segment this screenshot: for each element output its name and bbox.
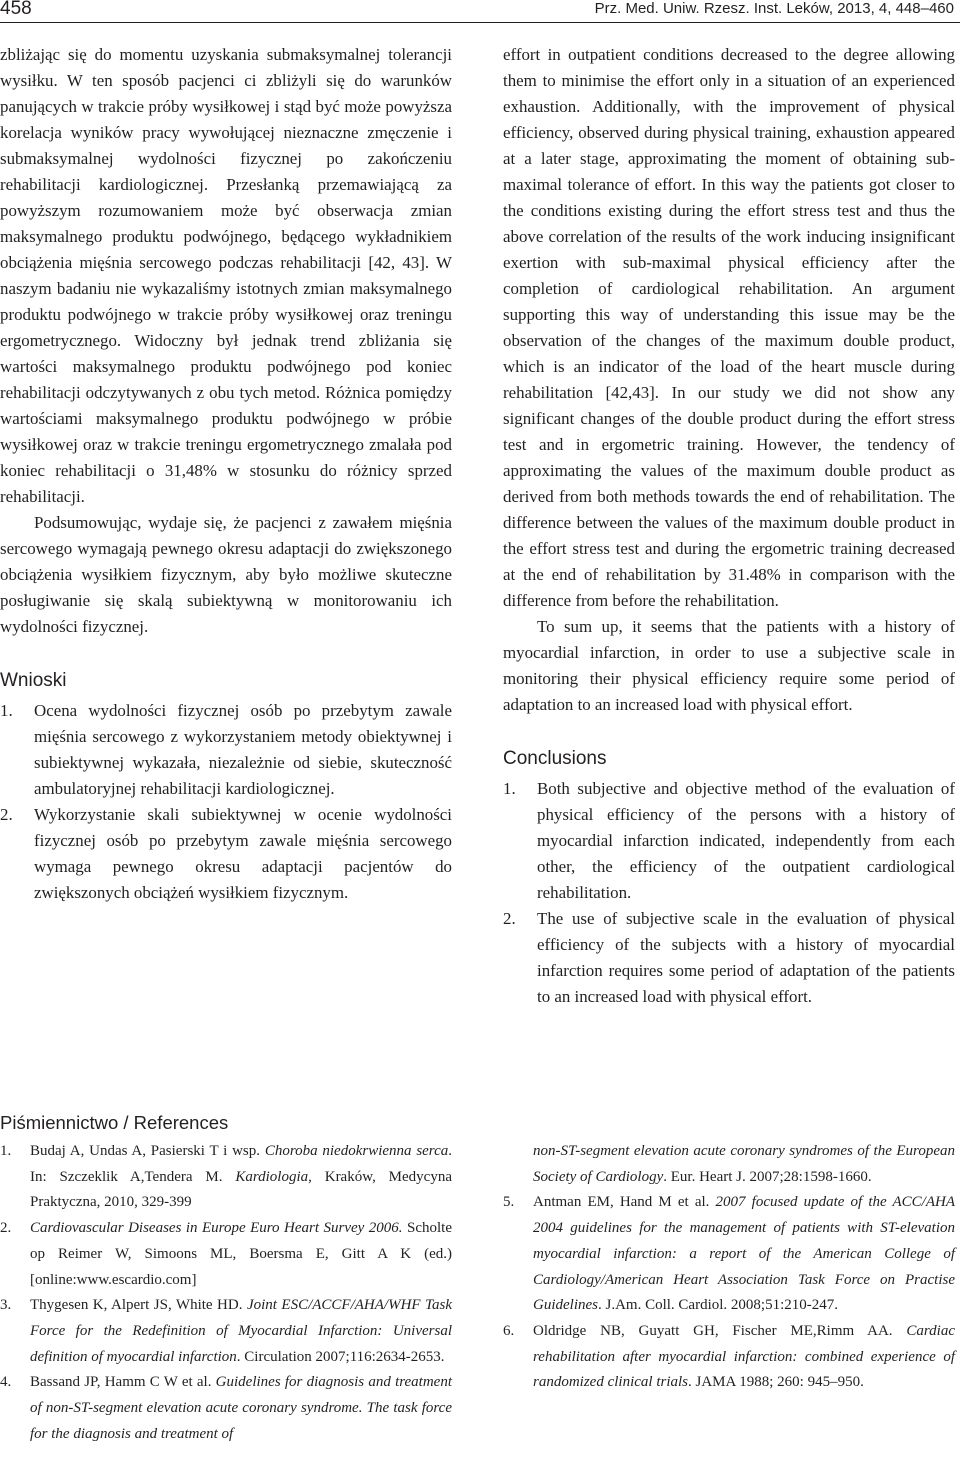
reference-item [503,1319,955,1396]
reference-source: . Eur. Heart J. 2007;28:1598-1660. [663,1168,872,1185]
list-item-number: 1. [0,701,13,720]
reference-source: , Kraków, Medycyna Praktyczna, 2010, 329-399 [30,1168,452,1211]
list-item [0,802,452,906]
reference-number: 6. [503,1322,515,1339]
reference-item [0,1139,452,1216]
reference-source: . J.Am. Coll. Cardiol. 2008;51:210-247. [598,1297,838,1314]
reference-source: . Circulation 2007;116:2634-2653. [236,1348,445,1365]
reference-item-continued [503,1139,955,1190]
references-heading: Piśmiennictwo / References [0,1112,229,1133]
list-item-text: Ocena wydolności fizycznej osób po przebytym zawale mięśnia sercowego z wykorzystaniem metody obiektywnej i subiektywnej wykazała, niezależnie od siebie, skuteczność ambulatoryjnej rehabilitacji kardiologicznej. [34,701,452,798]
reference-title: Cardiovascular Diseases in Europe Euro Heart Survey 2006. [30,1220,403,1237]
reference-authors: Antman EM, Hand M et al. [533,1194,716,1211]
reference-source: . JAMA 1988; 260: 945–950. [688,1374,864,1391]
summary-paragraph-pl: Podsumowując, wydaje się, że pacjenci z zawałem mięśnia sercowego wymagają pewnego okresu adaptacji do zwiększonego obciążenia wysiłkiem fizycznym, aby było możliwe skuteczne posługiwanie się skalą subiektywną w monitorowaniu ich wydolności fizycznej. [0,513,452,636]
list-item-number: 2. [503,909,516,928]
page-header [0,0,960,22]
journal-citation: Prz. Med. Uniw. Rzesz. Inst. Leków, 2013, 4, 448–460 [594,0,954,17]
reference-authors: Budaj A, Undas A, Pasierski T i wsp. [30,1143,265,1159]
reference-title: Choroba niedokrwienna serca [264,1143,449,1159]
reference-title: Guidelines for diagnosis and treatment of non-ST-segment elevation acute coronary syndrome. The task force for the diagnosis and treatment of [30,1374,452,1442]
list-item-text: The use of subjective scale in the evaluation of physical efficiency of the subjects with a history of myocardial infarction requires some period of adaptation of the patients to an increased load with physical effort. [537,909,955,1006]
list-item-number: 2. [0,805,13,824]
reference-item [503,1190,955,1319]
list-item-text: Wykorzystanie skali subiektywnej w ocenie wydolności fizycznej osób po przebytym zawale mięśnia sercowego wymaga pewnego okresu adaptacji pacjentów do zwiększonych obciążeń wysiłkiem fizycznym. [34,805,452,902]
reference-number: 2. [0,1220,12,1237]
reference-authors: Thygesen K, Alpert JS, White HD. [30,1297,247,1314]
discussion-paragraph-en: effort in outpatient conditions decreased to the degree allowing them to minimise the effort only in a situation of an experienced exhaustion. Additionally, with the improvement of physical efficiency, observed during physical training, exhaustion appeared at a later stage, approximating the moment of obtaining sub-maximal tolerance of effort. In this way the patients got closer to the conditions existing during the effort stress test and thus the above correlation of the results of the work inducing insignificant exertion with sub-maximal physical efficiency after the completion of cardiological rehabilitation. An argument supporting this way of understanding this issue may be the observation of the changes of the maximum double product, which is an indicator of the load of the heart muscle during rehabilitation [42,43]. In our study we did not show any significant changes of the double product during the effort stress test and in ergometric training. However, the tendency of approximating the values of the maximum double product as derived from both methods towards the end of rehabilitation. The difference between the values of the maximum double product in the effort stress test and during the ergometric training decreased at the end of rehabilitation by 31.48% in comparison with the difference from before the rehabilitation. [503,45,955,610]
reference-title: Joint ESC/ACCF/AHA/WHF Task Force for the Redefinition of Myocardial Infarction: Universal definition of myocardial infarction [30,1297,453,1365]
reference-item [0,1216,452,1293]
summary-paragraph-en: To sum up, it seems that the patients with a history of myocardial infarction, in order to use a subjective scale in monitoring their physical efficiency require some period of adaptation to an increased load with physical effort. [503,617,955,714]
header-rule [0,22,960,23]
references-right [503,1139,955,1396]
reference-authors: Oldridge NB, Guyatt GH, Fischer ME,Rimm AA. [533,1322,907,1339]
reference-source: Scholte op Reimer W, Simoons ML, Boersma E, Gitt A K (ed.) [online:www.escardio.com] [30,1220,452,1288]
references-left [0,1139,452,1447]
list-item [503,776,955,906]
reference-text: . In: Szczeklik A,Tendera M. [30,1143,452,1185]
reference-number: 1. [0,1143,12,1159]
reference-number: 3. [0,1297,12,1314]
page-number: 458 [0,0,32,19]
reference-number: 4. [0,1374,12,1391]
reference-authors: Bassand JP, Hamm C W et al. [30,1374,216,1391]
right-column [503,42,955,1010]
conclusions-list-pl [0,698,452,906]
reference-number: 5. [503,1194,515,1211]
reference-item [0,1370,452,1447]
list-item-number: 1. [503,779,516,798]
conclusions-list-en [503,776,955,1010]
reference-title: non-ST-segment elevation acute coronary syndromes of the European Society of Cardiology [533,1143,955,1185]
discussion-paragraph-pl: zbliżając się do momentu uzyskania submaksymalnej tolerancji wysiłku. W ten sposób pacjenci ci zbliżyli się do warunków panujących w trakcie próby wysiłkowej i stąd być może powyższa korelacja wyników pracy wywołującej nieznaczne zmęczenie i submaksymalnej wydolności fizycznej po zakończeniu rehabilitacji kardiologicznej. Przesłanką przemawiającą za powyższym rozumowaniem może być obserwacja zmian maksymalnego produktu podwójnego, będącego wykładnikiem obciążenia mięśnia sercowego podczas rehabilitacji [42, 43]. W naszym badaniu nie wykazaliśmy istotnych zmian maksymalnego produktu podwójnego w trakcie próby wysiłkowej oraz treningu ergometrycznego. Widoczny był jednak trend zbliżania się wartości maksymalnego produktu podwójnego pod koniec rehabilitacji odczytywanych z obu tych metod. Różnica pomiędzy wartościami maksymalnego produktu podwójnego w próbie wysiłkowej oraz w trakcie treningu ergometrycznego zmalała pod koniec rehabilitacji o 31,48% w stosunku do różnicy sprzed rehabilitacji. [0,45,452,506]
reference-title: Cardiac rehabilitation after myocardial infarction: combined experience of randomized clinical trials [533,1322,955,1391]
list-item-text: Both subjective and objective method of the evaluation of physical efficiency of the persons with a history of myocardial infarction indicated, independently from each other, the efficiency of the outpatient cardiological rehabilitation. [537,779,955,902]
section-heading-conclusions: Conclusions [503,748,607,769]
left-column [0,42,452,906]
list-item [503,906,955,1010]
list-item [0,698,452,802]
reference-book: Kardiologia [235,1168,309,1185]
reference-item [0,1293,452,1370]
reference-title: 2007 focused update of the ACC/AHA 2004 guidelines for the management of patients with ST-elevation myocardial infarction: a report of the American College of Cardiology/American Heart Association Task Force on Practise Guidelines [533,1194,955,1314]
section-heading-wnioski: Wnioski [0,670,67,691]
